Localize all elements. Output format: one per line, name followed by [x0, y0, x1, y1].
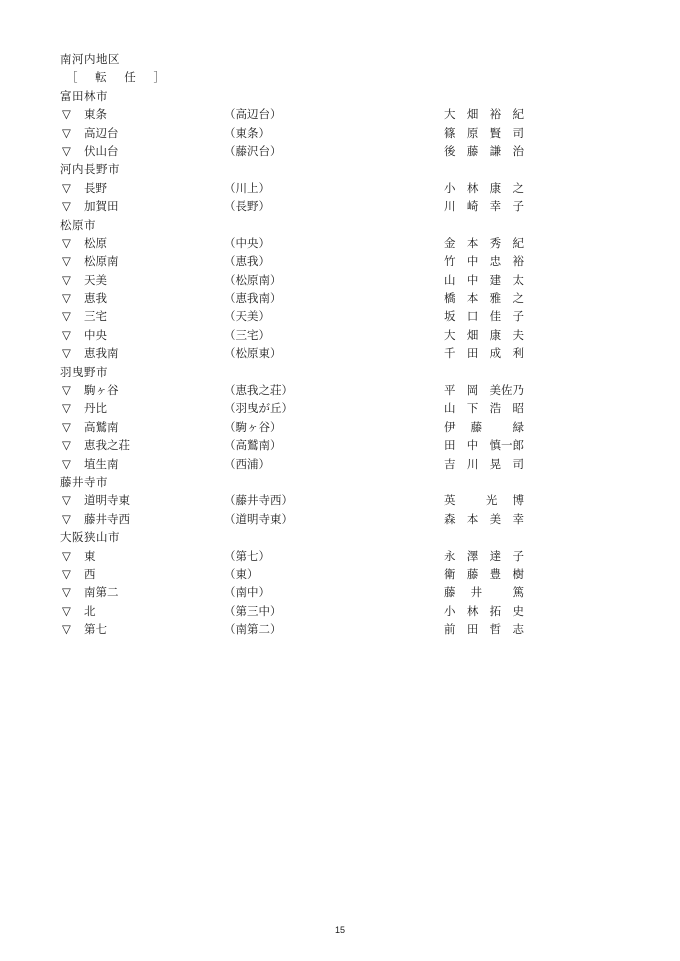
name-character: 田 [444, 438, 456, 453]
transfer-entry [60, 252, 540, 270]
name-character: 大 [444, 327, 456, 342]
name-character: 裕 [489, 107, 502, 122]
new-school: 加賀田 [84, 199, 119, 214]
transfer-entry [60, 583, 540, 601]
person-name [444, 307, 524, 325]
person-name [444, 197, 524, 215]
name-character: 篠 [444, 125, 456, 140]
transfer-entry [60, 547, 540, 565]
person-name [444, 344, 524, 362]
name-character: 井 [470, 585, 483, 600]
new-school: 松原南 [84, 254, 119, 269]
name-character: 樹 [512, 566, 524, 581]
previous-school: （天美） [224, 309, 270, 324]
person-name [444, 105, 524, 123]
triangle-marker-icon: ▽ [62, 548, 71, 563]
name-character: 本 [466, 291, 479, 306]
name-character: 紀 [512, 235, 524, 250]
region-heading: 松原市 [60, 217, 96, 232]
previous-school: （東条） [224, 125, 270, 140]
name-character: 田 [466, 346, 479, 361]
name-character: 建 [489, 272, 502, 287]
transfer-entry [60, 124, 540, 142]
transfer-entry [60, 179, 540, 197]
triangle-marker-icon: ▽ [62, 199, 71, 214]
previous-school: （南第二） [224, 622, 282, 637]
transfer-entry [60, 436, 540, 454]
new-school: 天美 [84, 272, 107, 287]
transfer-entry [60, 455, 540, 473]
person-name [444, 252, 524, 270]
new-school: 東 [84, 548, 96, 563]
new-school: 南第二 [84, 585, 119, 600]
name-character: 紀 [512, 107, 524, 122]
name-character: 森 [444, 511, 456, 526]
previous-school: （道明寺東） [224, 511, 293, 526]
name-character: 林 [466, 603, 479, 618]
region-heading: 河内長野市 [60, 162, 120, 177]
previous-school: （駒ヶ谷） [224, 419, 282, 434]
previous-school: （恵我） [224, 254, 270, 269]
name-character: 川 [466, 456, 479, 471]
triangle-marker-icon: ▽ [62, 143, 71, 158]
name-character: 幸 [512, 511, 524, 526]
name-character: 吉 [444, 456, 456, 471]
name-character: 篤 [512, 585, 524, 600]
triangle-marker-icon: ▽ [62, 107, 71, 122]
person-name [444, 436, 524, 454]
transfer-entry [60, 565, 540, 583]
name-character: 謙 [489, 143, 502, 158]
previous-school: （西浦） [224, 456, 270, 471]
triangle-marker-icon: ▽ [62, 493, 71, 508]
name-character: 小 [444, 603, 456, 618]
previous-school: （羽曳が丘） [224, 401, 293, 416]
name-character: 浩 [489, 401, 502, 416]
name-character: 後 [444, 143, 456, 158]
transfer-entry [60, 307, 540, 325]
name-character: 之 [512, 180, 524, 195]
person-name [444, 124, 524, 142]
new-school: 高辺台 [84, 125, 119, 140]
name-character: 下 [466, 401, 479, 416]
new-school: 恵我南 [84, 346, 119, 361]
new-school: 西 [84, 566, 96, 581]
region-heading: 羽曳野市 [60, 364, 108, 379]
transfer-entry [60, 326, 540, 344]
name-character: 緑 [512, 419, 524, 434]
new-school: 伏山台 [84, 143, 119, 158]
name-character: 司 [512, 125, 524, 140]
person-name [444, 271, 524, 289]
triangle-marker-icon: ▽ [62, 401, 71, 416]
transfer-entry [60, 271, 540, 289]
name-character: 山 [444, 272, 456, 287]
transfer-entry [60, 289, 540, 307]
name-character: 岡 [466, 383, 479, 398]
triangle-marker-icon: ▽ [62, 456, 71, 471]
new-school: 北 [84, 603, 96, 618]
name-character: 英 [444, 493, 456, 508]
name-character: 山 [444, 401, 456, 416]
name-character: 康 [489, 327, 502, 342]
document-body [60, 50, 540, 639]
name-character: 橋 [444, 291, 456, 306]
name-character: 大 [444, 107, 456, 122]
name-character: 永 [444, 548, 456, 563]
previous-school: （川上） [224, 180, 270, 195]
person-name [444, 289, 524, 307]
previous-school: （高辺台） [224, 107, 282, 122]
name-character: 幸 [489, 199, 502, 214]
name-character: 崎 [466, 199, 479, 214]
name-character: 哲 [489, 622, 502, 637]
triangle-marker-icon: ▽ [62, 327, 71, 342]
transfer-entry [60, 234, 540, 252]
person-name [444, 418, 524, 436]
name-character: 昭 [512, 401, 524, 416]
name-character: 金 [444, 235, 456, 250]
name-character: 秀 [489, 235, 502, 250]
previous-school: （松原南） [224, 272, 282, 287]
name-character: 豊 [489, 566, 502, 581]
name-character: 忠 [489, 254, 502, 269]
triangle-marker-icon: ▽ [62, 603, 71, 618]
transfer-entry [60, 381, 540, 399]
name-character: 伊 [444, 419, 456, 434]
previous-school: （藤井寺西） [224, 493, 293, 508]
name-character: 美 [489, 511, 502, 526]
triangle-marker-icon: ▽ [62, 419, 71, 434]
region-heading: 富田林市 [60, 88, 108, 103]
category-heading: ［ 転 任 ］ [66, 70, 172, 85]
transfer-entry [60, 197, 540, 215]
transfer-entry [60, 142, 540, 160]
triangle-marker-icon: ▽ [62, 291, 71, 306]
triangle-marker-icon: ▽ [62, 125, 71, 140]
transfer-entry [60, 620, 540, 638]
transfer-entry [60, 602, 540, 620]
new-school: 藤井寺西 [84, 511, 130, 526]
name-character: 晃 [489, 456, 502, 471]
person-name [444, 326, 524, 344]
page-number: 15 [334, 925, 345, 935]
previous-school: （藤沢台） [224, 143, 282, 158]
name-character: 藤 [470, 419, 483, 434]
name-character: 中 [466, 272, 479, 287]
name-character: 博 [512, 493, 524, 508]
transfer-entry [60, 510, 540, 528]
transfer-entry [60, 105, 540, 123]
previous-school: （三宅） [224, 327, 270, 342]
name-character: 子 [512, 548, 524, 563]
new-school: 恵我 [84, 291, 107, 306]
new-school: 三宅 [84, 309, 107, 324]
name-character: 光 [485, 493, 498, 508]
new-school: 恵我之荘 [84, 438, 130, 453]
person-name [444, 455, 524, 473]
triangle-marker-icon: ▽ [62, 180, 71, 195]
name-character: 成 [489, 346, 502, 361]
name-character: 小 [444, 180, 456, 195]
triangle-marker-icon: ▽ [62, 438, 71, 453]
previous-school: （松原東） [224, 346, 282, 361]
triangle-marker-icon: ▽ [62, 235, 71, 250]
name-character: 林 [466, 180, 479, 195]
name-character: 衛 [444, 566, 456, 581]
name-character: 藤 [466, 143, 479, 158]
name-character: 康 [489, 180, 502, 195]
triangle-marker-icon: ▽ [62, 383, 71, 398]
name-character: 口 [466, 309, 479, 324]
transfer-entry [60, 491, 540, 509]
region-heading: 大阪狭山市 [60, 530, 120, 545]
name-character: 中 [466, 438, 479, 453]
new-school: 高鷲南 [84, 419, 119, 434]
new-school: 東条 [84, 107, 107, 122]
name-character: 慎一郎 [489, 438, 524, 453]
name-character: 之 [512, 291, 524, 306]
name-character: 裕 [512, 254, 524, 269]
name-character: 治 [512, 143, 524, 158]
previous-school: （第七） [224, 548, 270, 563]
previous-school: （恵我南） [224, 291, 282, 306]
previous-school: （南中） [224, 585, 270, 600]
person-name [444, 381, 524, 399]
triangle-marker-icon: ▽ [62, 309, 71, 324]
new-school: 埴生南 [84, 456, 119, 471]
name-character: 中 [466, 254, 479, 269]
name-character: 司 [512, 456, 524, 471]
person-name [444, 234, 524, 252]
previous-school: （東） [224, 566, 259, 581]
person-name [444, 510, 524, 528]
name-character: 千 [444, 346, 456, 361]
name-character: 平 [444, 383, 456, 398]
triangle-marker-icon: ▽ [62, 254, 71, 269]
previous-school: （第三中） [224, 603, 282, 618]
name-character: 畑 [466, 327, 479, 342]
region-list [60, 87, 540, 639]
previous-school: （高鷲南） [224, 438, 282, 453]
name-character: 志 [512, 622, 524, 637]
new-school: 道明寺東 [84, 493, 130, 508]
person-name [444, 399, 524, 417]
name-character: 史 [512, 603, 524, 618]
person-name [444, 142, 524, 160]
name-character: 前 [444, 622, 456, 637]
name-character: 達 [489, 548, 502, 563]
new-school: 丹比 [84, 401, 107, 416]
name-character: 田 [466, 622, 479, 637]
person-name [444, 491, 524, 509]
person-name [444, 547, 524, 565]
name-character: 賢 [489, 125, 502, 140]
name-character: 澤 [466, 548, 479, 563]
triangle-marker-icon: ▽ [62, 566, 71, 581]
name-character: 佳 [489, 309, 502, 324]
name-character: 子 [512, 309, 524, 324]
new-school: 長野 [84, 180, 107, 195]
name-character: 太 [512, 272, 524, 287]
name-character: 本 [466, 511, 479, 526]
triangle-marker-icon: ▽ [62, 511, 71, 526]
region-heading: 藤井寺市 [60, 474, 108, 489]
previous-school: （長野） [224, 199, 270, 214]
name-character: 川 [444, 199, 456, 214]
name-character: 畑 [466, 107, 479, 122]
person-name [444, 602, 524, 620]
previous-school: （中央） [224, 235, 270, 250]
triangle-marker-icon: ▽ [62, 622, 71, 637]
name-character: 雅 [489, 291, 502, 306]
person-name [444, 583, 524, 601]
triangle-marker-icon: ▽ [62, 346, 71, 361]
triangle-marker-icon: ▽ [62, 272, 71, 287]
transfer-entry [60, 418, 540, 436]
triangle-marker-icon: ▽ [62, 585, 71, 600]
name-character: 原 [466, 125, 479, 140]
name-character: 坂 [444, 309, 456, 324]
name-character: 藤 [444, 585, 456, 600]
person-name [444, 565, 524, 583]
new-school: 第七 [84, 622, 107, 637]
person-name [444, 179, 524, 197]
name-character: 拓 [489, 603, 502, 618]
name-character: 美佐乃 [489, 383, 524, 398]
new-school: 松原 [84, 235, 107, 250]
new-school: 駒ヶ谷 [84, 383, 119, 398]
transfer-entry [60, 399, 540, 417]
transfer-entry [60, 344, 540, 362]
district-heading: 南河内地区 [60, 52, 120, 66]
name-character: 子 [512, 199, 524, 214]
name-character: 利 [512, 346, 524, 361]
previous-school: （恵我之荘） [224, 383, 293, 398]
new-school: 中央 [84, 327, 107, 342]
name-character: 本 [466, 235, 479, 250]
name-character: 藤 [466, 566, 479, 581]
name-character: 夫 [512, 327, 524, 342]
person-name [444, 620, 524, 638]
name-character: 竹 [444, 254, 456, 269]
